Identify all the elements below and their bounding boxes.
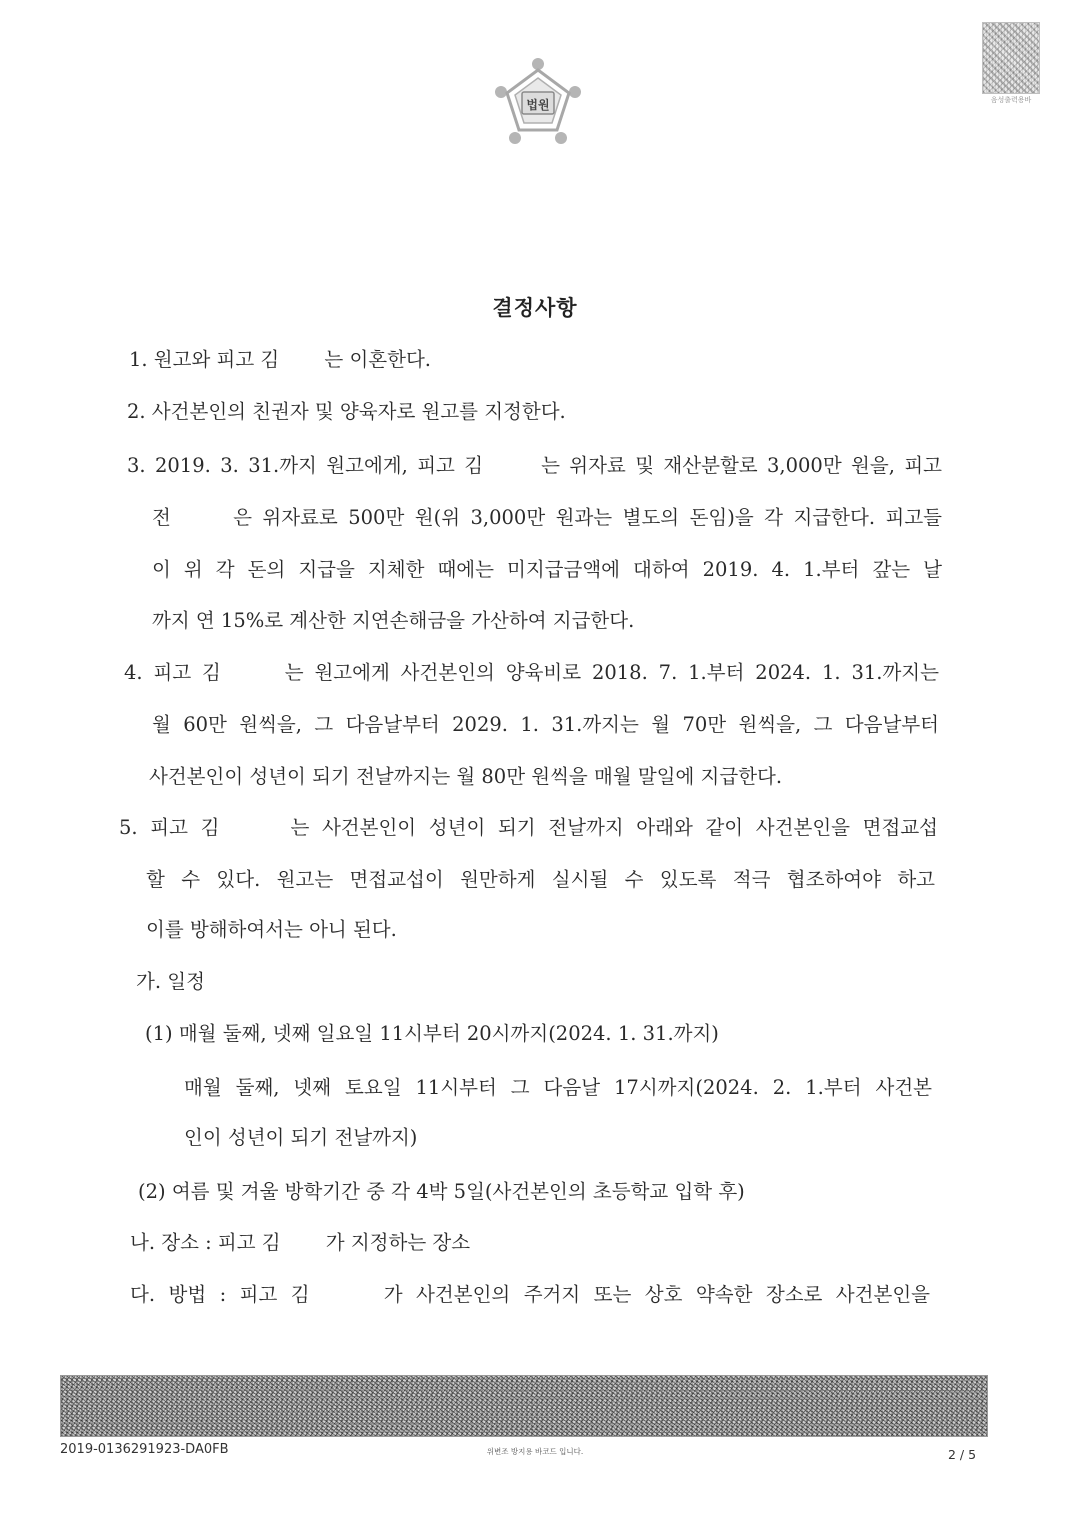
item-5-line-3: 이를 방해하여서는 아니 된다. [146, 918, 397, 941]
qr-code [982, 22, 1040, 104]
schedule-2: (2) 여름 및 겨울 방학기간 중 각 4박 5일(사건본인의 초등학교 입학 후) [138, 1180, 745, 1203]
item-3-line-2: 전 은 위자료로 500만 원(위 3,000만 원과는 별도의 돈임)을 각 지급한다. 피고들 [152, 506, 942, 529]
item-1: 1. 원고와 피고 김 는 이혼한다. [129, 348, 432, 371]
item-3-line-3: 이 위 각 돈의 지급을 지체한 때에는 미지급금액에 대하여 2019. 4. 1.부터 갚는 날 [152, 558, 942, 581]
qr-code-icon [982, 22, 1040, 94]
item-4-line-2: 월 60만 원씩을, 그 다음날부터 2029. 1. 31.까지는 월 70만 원씩을, 그 다음날부터 [152, 713, 939, 736]
item-3-line-1: 3. 2019. 3. 31.까지 원고에게, 피고 김 는 위자료 및 재산분할로 3,000만 원을, 피고 [127, 454, 942, 477]
sub-item-da: 다. 방법 : 피고 김 가 사건본인의 주거지 또는 상호 약속한 장소로 사건본인을 [130, 1283, 930, 1306]
anti-forgery-barcode [60, 1375, 988, 1437]
sub-item-ga: 가. 일정 [136, 970, 205, 993]
page-number: 2 / 5 [948, 1447, 977, 1462]
page-title: 결정사항 [492, 296, 578, 320]
item-5-line-1: 5. 피고 김 는 사건본인이 성년이 되기 전날까지 아래와 같이 사건본인을 면접교섭 [119, 816, 938, 839]
barcode-note: 위변조 방지용 바코드 입니다. [486, 1447, 584, 1456]
schedule-1-line-1: (1) 매월 둘째, 넷째 일요일 11시부터 20시까지(2024. 1. 31.까지) [145, 1022, 719, 1045]
sub-item-na: 나. 장소 : 피고 김 가 지정하는 장소 [130, 1231, 471, 1254]
document-id: 2019-0136291923-DA0FB [60, 1442, 229, 1457]
item-5-line-2: 할 수 있다. 원고는 면접교섭이 원만하게 실시될 수 있도록 적극 협조하여야 하고 [146, 868, 935, 891]
qr-code-label: 음성출력용바 [990, 96, 1032, 104]
item-2: 2. 사건본인의 친권자 및 양육자로 원고를 지정한다. [127, 400, 566, 423]
schedule-1-line-2: 매월 둘째, 넷째 토요일 11시부터 그 다음날 17시까지(2024. 2. 1.부터 사건본 [184, 1076, 932, 1099]
item-3-line-4: 까지 연 15%로 계산한 지연손해금을 가산하여 지급한다. [152, 609, 635, 632]
item-4-line-3: 사건본인이 성년이 되기 전날까지는 월 80만 원씩을 매월 말일에 지급한다. [149, 765, 783, 788]
schedule-1-line-3: 인이 성년이 되기 전날까지) [184, 1126, 418, 1149]
court-seal-text: 법원 [526, 98, 550, 112]
item-4-line-1: 4. 피고 김 는 원고에게 사건본인의 양육비로 2018. 7. 1.부터 2024. 1. 31.까지는 [124, 661, 939, 684]
